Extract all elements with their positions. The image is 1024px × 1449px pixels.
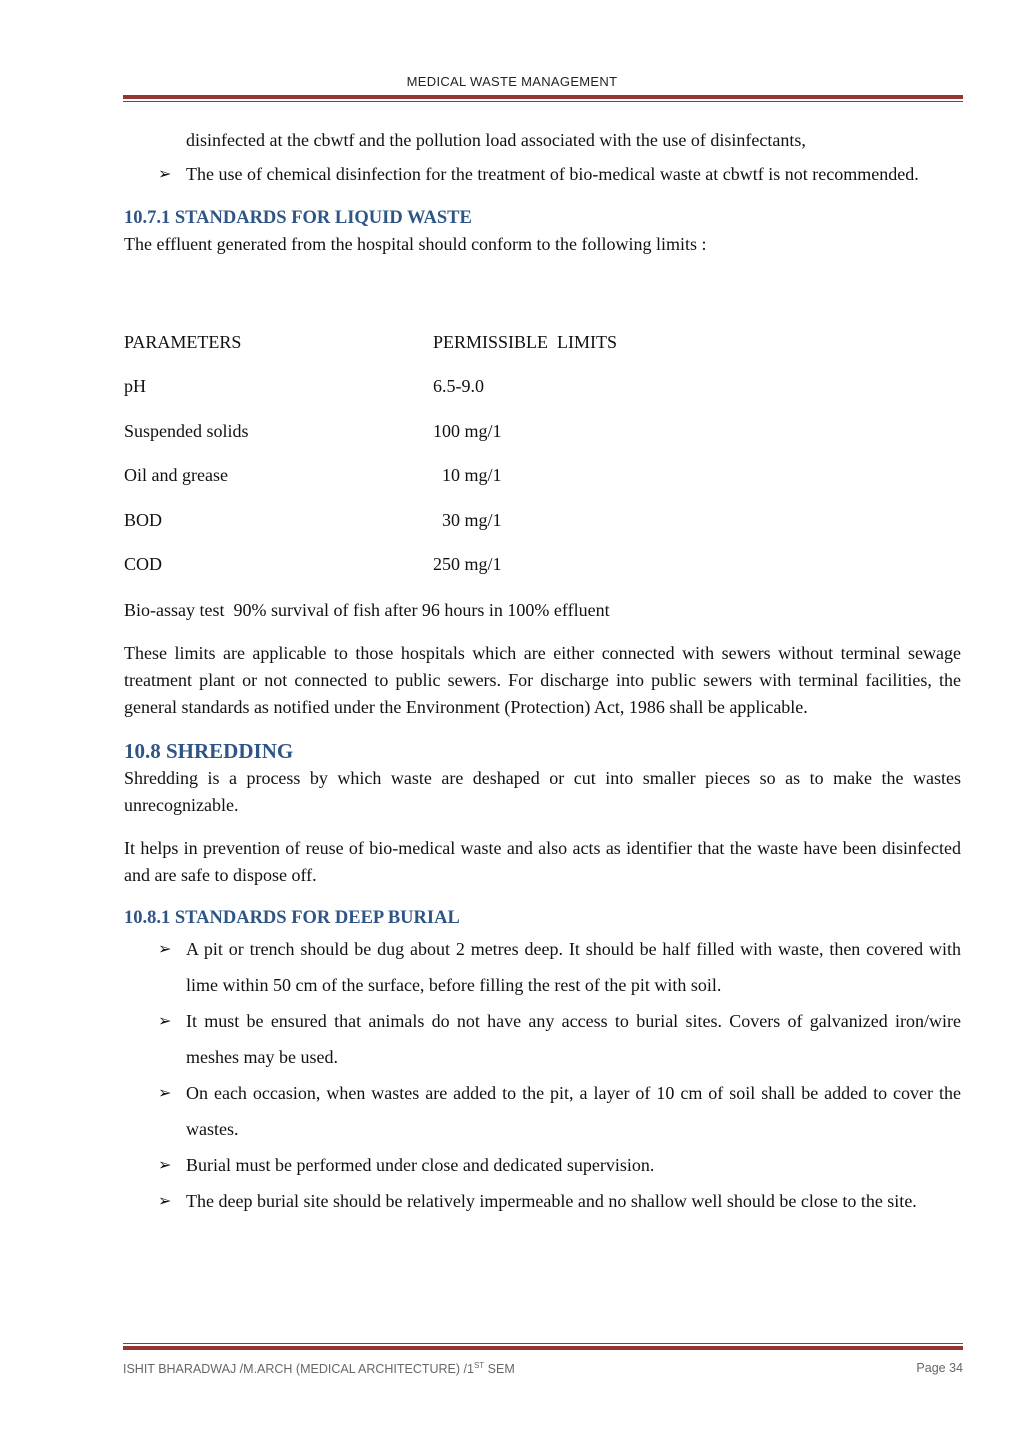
table-row [124,498,617,543]
list-item [124,1003,961,1075]
column-header-parameters: PARAMETERS [124,331,242,352]
page-footer [123,1361,963,1376]
table-row [124,454,617,499]
column-header-limits: PERMISSIBLE LIMITS [433,331,618,352]
parameter-cell: COD [124,554,163,575]
limit-cell: 250 mg/1 [433,554,502,575]
intro-bullet-list [124,156,961,192]
section-heading-liquid-waste: 10.7.1 STANDARDS FOR LIQUID WASTE [124,208,472,228]
arrow-bullet-icon: ➢ [158,1191,172,1210]
arrow-bullet-icon: ➢ [158,939,172,958]
burial-bullet-list [124,931,961,1219]
parameter-cell: Oil and grease [124,465,228,486]
section-heading-deep-burial: 10.8.1 STANDARDS FOR DEEP BURIAL [124,908,460,928]
list-item [124,1183,961,1219]
parameter-cell: pH [124,376,146,397]
list-item [124,156,961,192]
footer-author: ISHIT BHARADWAJ /M.ARCH (MEDICAL ARCHITECTURE) /1ST SEM [123,1361,515,1377]
list-item-text: The deep burial site should be relatively impermeable and no shallow well should be close to the site. [186,1191,917,1211]
arrow-bullet-icon: ➢ [158,164,172,183]
table-row [124,365,617,410]
footer-rule [123,1343,963,1350]
list-item-text: On each occasion, when wastes are added to the pit, a layer of 10 cm of soil shall be added to cover the wastes. [186,1083,961,1139]
limit-cell: 30 mg/1 [433,509,502,530]
page-number: Page 34 [916,1361,963,1375]
arrow-bullet-icon: ➢ [158,1155,172,1174]
list-item [124,931,961,1003]
list-item [124,1075,961,1147]
shredding-paragraph-1: Shredding is a process by which waste are deshaped or cut into smaller pieces so as to make the wastes unrecognizable. [124,768,961,815]
limit-cell: 6.5-9.0 [433,376,484,397]
list-item-text: Burial must be performed under close and dedicated supervision. [186,1155,655,1175]
applicability-paragraph: These limits are applicable to those hospitals which are either connected with sewers without terminal sewage treatment plant or not connected to public sewers. For discharge into public sewers with terminal facilities, the general standards as notified under the Environment (Protection) Act, 1986 shall be applicable. [124,643,961,717]
list-item-text: The use of chemical disinfection for the treatment of bio-medical waste at cbwtf is not recommended. [186,164,919,184]
arrow-bullet-icon: ➢ [158,1011,172,1030]
liquid-intro: The effluent generated from the hospital should conform to the following limits : [124,234,707,254]
list-item [124,1147,961,1183]
limits-table [124,320,617,587]
shredding-paragraph-2: It helps in prevention of reuse of bio-medical waste and also acts as identifier that the waste have been disinfected and are safe to dispose off. [124,838,961,885]
table-row [124,409,617,454]
parameter-cell: Suspended solids [124,420,249,441]
page-content [124,127,961,1219]
parameter-cell: BOD [124,509,163,530]
page-header: MEDICAL WASTE MANAGEMENT [406,74,618,89]
list-item-text: It must be ensured that animals do not have any access to burial sites. Covers of galvanized iron/wire meshes may be used. [186,1011,961,1067]
continuation-text: disinfected at the cbwtf and the pollution load associated with the use of disinfectants, [186,130,806,150]
table-row [124,543,617,588]
table-header-row [124,320,617,365]
limit-cell: 100 mg/1 [433,420,502,441]
list-item-text: A pit or trench should be dug about 2 metres deep. It should be half filled with waste, then covered with lime within 50 cm of the surface, before filling the rest of the pit with soil. [186,939,961,995]
arrow-bullet-icon: ➢ [158,1083,172,1102]
limit-cell: 10 mg/1 [433,465,502,486]
header-rule [123,95,963,102]
section-heading-shredding: 10.8 SHREDDING [124,739,294,763]
bioassay-text: Bio-assay test 90% survival of fish after 96 hours in 100% effluent [124,600,610,620]
